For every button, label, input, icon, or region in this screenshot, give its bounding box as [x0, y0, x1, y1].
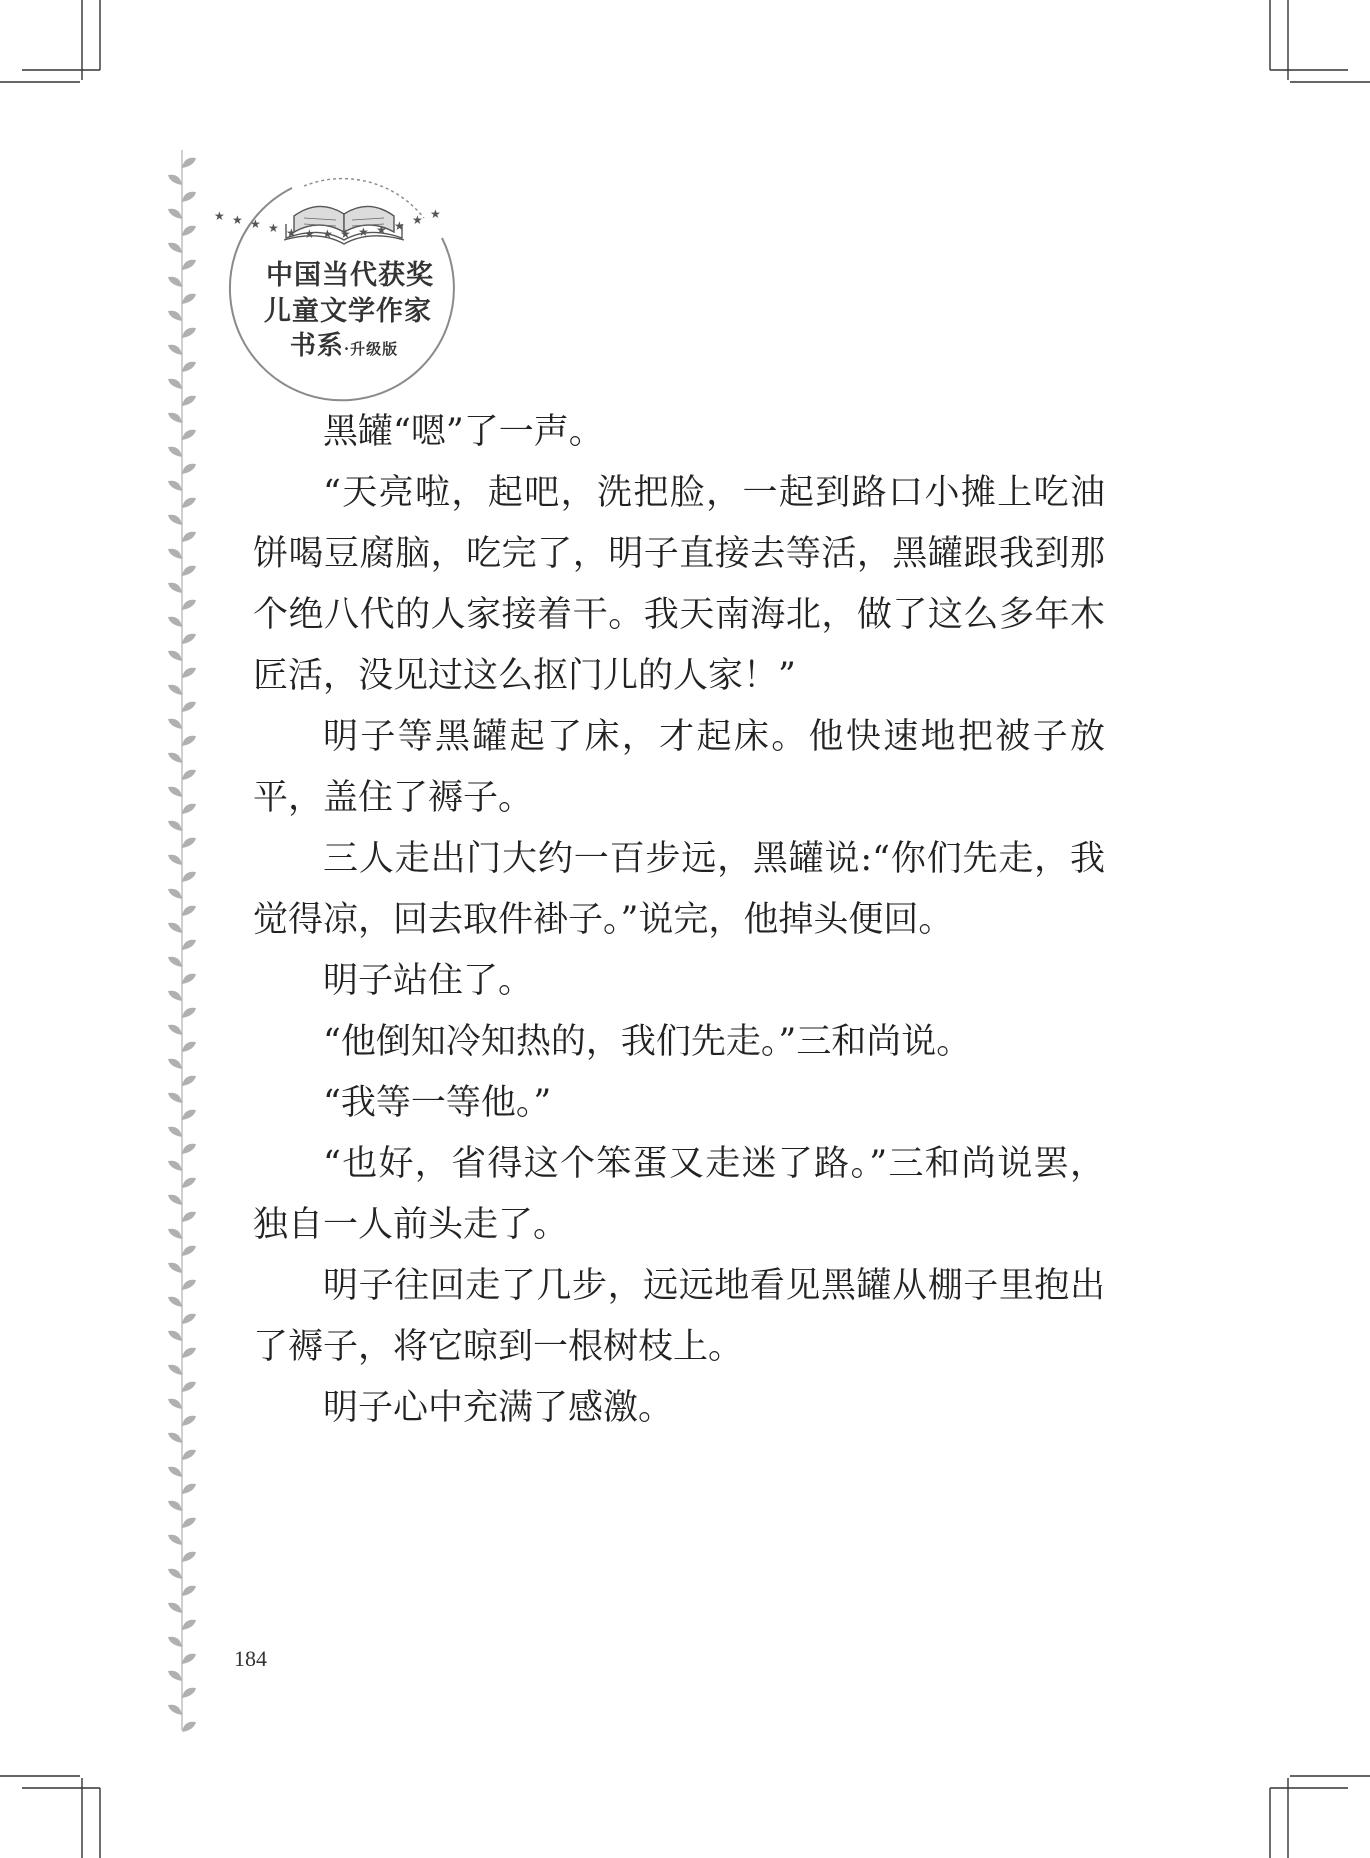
vine-leaf-icon — [182, 906, 196, 916]
badge-title-line-1: 中国当代获奖 — [266, 260, 434, 291]
vine-leaf-icon — [168, 991, 182, 1001]
paragraph: 明子往回走了几步，远远地看见黑罐从棚子里抱出了褥子，将它晾到一根树枝上。 — [253, 1266, 1105, 1367]
vine-leaf-icon — [168, 277, 182, 287]
vine-leaf-icon — [168, 209, 182, 219]
vine-leaf-icon — [182, 294, 196, 304]
vine-leaf-icon — [182, 736, 196, 746]
vine-leaf-icon — [182, 1654, 196, 1664]
vine-leaf-icon — [168, 1603, 182, 1613]
vine-leaf-icon — [182, 1212, 196, 1222]
vine-leaf-icon — [168, 685, 182, 695]
vine-leaf-icon — [182, 1144, 196, 1154]
vine-leaf-icon — [168, 787, 182, 797]
vine-leaf-icon — [168, 243, 182, 253]
vine-leaf-icon — [182, 872, 196, 882]
vine-leaf-icon — [168, 1161, 182, 1171]
vine-leaf-icon — [168, 753, 182, 763]
vine-leaf-icon — [182, 532, 196, 542]
vine-leaf-icon — [182, 1416, 196, 1426]
svg-text:★: ★ — [376, 223, 387, 237]
vine-leaf-icon — [168, 1535, 182, 1545]
vine-leaf-icon — [168, 379, 182, 389]
vine-leaf-icon — [168, 1569, 182, 1579]
vine-leaf-icon — [182, 498, 196, 508]
vine-leaf-icon — [182, 1586, 196, 1596]
svg-text:★: ★ — [412, 213, 423, 227]
vine-leaf-icon — [168, 1229, 182, 1239]
vine-leaf-icon — [182, 702, 196, 712]
paragraph: “天亮啦，起吧，洗把脸，一起到路口小摊上吃油饼喝豆腐脑，吃完了，明子直接去等活，黑罐跟我到那个绝八代的人家接着干。我天南海北，做了这么多年木匠活，没见过这么抠门儿的人家！” — [253, 473, 1105, 696]
vine-leaf-icon — [182, 634, 196, 644]
svg-text:★: ★ — [340, 227, 351, 241]
vine-leaf-icon — [168, 1433, 182, 1443]
vine-leaf-icon — [182, 804, 196, 814]
paragraph: 黑罐“嗯”了一声。 — [323, 412, 604, 452]
vine-leaf-icon — [168, 1297, 182, 1307]
vine-leaf-icon — [168, 515, 182, 525]
svg-text:★: ★ — [268, 221, 279, 235]
svg-text:★: ★ — [286, 226, 297, 240]
vine-leaf-icon — [168, 1705, 182, 1715]
vine-leaf-icon — [182, 1076, 196, 1086]
vine-leaf-icon — [168, 1127, 182, 1137]
vine-leaf-icon — [168, 617, 182, 627]
svg-text:★: ★ — [232, 213, 243, 227]
svg-text:★: ★ — [394, 219, 405, 233]
paragraph: 明子等黑罐起了床，才起床。他快速地把被子放平，盖住了褥子。 — [253, 717, 1105, 818]
paragraph: “他倒知冷知热的，我们先走。”三和尚说。 — [323, 1022, 972, 1062]
vine-leaf-icon — [168, 1501, 182, 1511]
vine-leaf-icon — [182, 566, 196, 576]
paragraph: 明子心中充满了感激。 — [323, 1388, 674, 1428]
vine-leaf-icon — [182, 1722, 196, 1732]
vine-leaf-icon — [168, 1195, 182, 1205]
paragraph: 三人走出门大约一百步远，黑罐说:“你们先走，我觉得凉，回去取件褂子。”说完，他掉头便回。 — [253, 839, 1105, 940]
paragraph: “也好，省得这个笨蛋又走迷了路。”三和尚说罢，独自一人前头走了。 — [253, 1144, 1105, 1245]
series-badge — [214, 158, 464, 398]
badge-title-line-2: 儿童文学作家 — [264, 296, 432, 327]
vine-leaf-icon — [168, 481, 182, 491]
body-text — [253, 402, 1105, 1439]
vine-leaf-icon — [182, 668, 196, 678]
vine-leaf-icon — [182, 260, 196, 270]
vine-leaf-icon — [168, 1093, 182, 1103]
vine-leaf-icon — [182, 1484, 196, 1494]
vine-leaf-icon — [168, 1025, 182, 1035]
vine-leaf-icon — [168, 1467, 182, 1477]
vine-leaf-icon — [168, 855, 182, 865]
svg-text:★: ★ — [304, 227, 315, 241]
vine-leaf-icon — [182, 770, 196, 780]
vine-leaf-icon — [168, 1059, 182, 1069]
vine-leaf-icon — [182, 1620, 196, 1630]
vine-leaf-icon — [182, 192, 196, 202]
svg-text:★: ★ — [214, 209, 225, 223]
vine-leaf-icon — [182, 1110, 196, 1120]
vine-leaf-icon — [168, 413, 182, 423]
leaf-vine-border — [162, 150, 202, 1730]
vine-leaf-icon — [182, 1382, 196, 1392]
vine-leaf-icon — [168, 583, 182, 593]
vine-leaf-icon — [182, 1246, 196, 1256]
vine-leaf-icon — [182, 1178, 196, 1188]
svg-text:★: ★ — [322, 227, 333, 241]
svg-text:★: ★ — [250, 217, 261, 231]
vine-leaf-icon — [182, 974, 196, 984]
vine-leaf-icon — [168, 651, 182, 661]
vine-leaf-icon — [182, 362, 196, 372]
vine-leaf-icon — [168, 1365, 182, 1375]
vine-leaf-icon — [182, 396, 196, 406]
vine-leaf-icon — [182, 1348, 196, 1358]
svg-text:★: ★ — [358, 225, 369, 239]
vine-leaf-icon — [182, 1518, 196, 1528]
vine-leaf-icon — [182, 1688, 196, 1698]
vine-leaf-icon — [182, 430, 196, 440]
vine-leaf-icon — [168, 957, 182, 967]
paragraph: 明子站住了。 — [323, 961, 534, 1001]
vine-leaf-icon — [182, 1280, 196, 1290]
vine-leaf-icon — [182, 600, 196, 610]
vine-leaf-icon — [168, 1671, 182, 1681]
vine-leaf-icon — [182, 226, 196, 236]
vine-leaf-icon — [168, 549, 182, 559]
paragraph: “我等一等他。” — [323, 1083, 552, 1123]
vine-leaf-icon — [182, 464, 196, 474]
vine-leaf-icon — [182, 1008, 196, 1018]
vine-leaf-icon — [168, 923, 182, 933]
vine-leaf-icon — [168, 1399, 182, 1409]
vine-leaf-icon — [168, 175, 182, 185]
vine-leaf-icon — [168, 345, 182, 355]
badge-series-label: 书系 — [289, 331, 344, 361]
vine-leaf-icon — [182, 838, 196, 848]
page-number: 184 — [234, 1646, 267, 1671]
vine-leaf-icon — [168, 447, 182, 457]
vine-leaf-icon — [182, 940, 196, 950]
vine-leaf-icon — [168, 889, 182, 899]
vine-leaf-icon — [182, 1552, 196, 1562]
vine-leaf-icon — [182, 1450, 196, 1460]
vine-leaf-icon — [168, 719, 182, 729]
badge-separator: · — [343, 340, 351, 358]
vine-leaf-icon — [182, 158, 196, 168]
svg-text:★: ★ — [430, 207, 441, 221]
vine-leaf-icon — [182, 328, 196, 338]
vine-leaf-icon — [168, 1331, 182, 1341]
badge-edition-label: 升级版 — [350, 340, 399, 358]
badge-title-line-3 — [224, 325, 464, 362]
vine-leaf-icon — [182, 1042, 196, 1052]
vine-leaf-icon — [168, 821, 182, 831]
vine-leaf-icon — [168, 311, 182, 321]
vine-leaf-icon — [182, 1314, 196, 1324]
vine-leaf-icon — [168, 1637, 182, 1647]
vine-leaf-icon — [168, 1263, 182, 1273]
